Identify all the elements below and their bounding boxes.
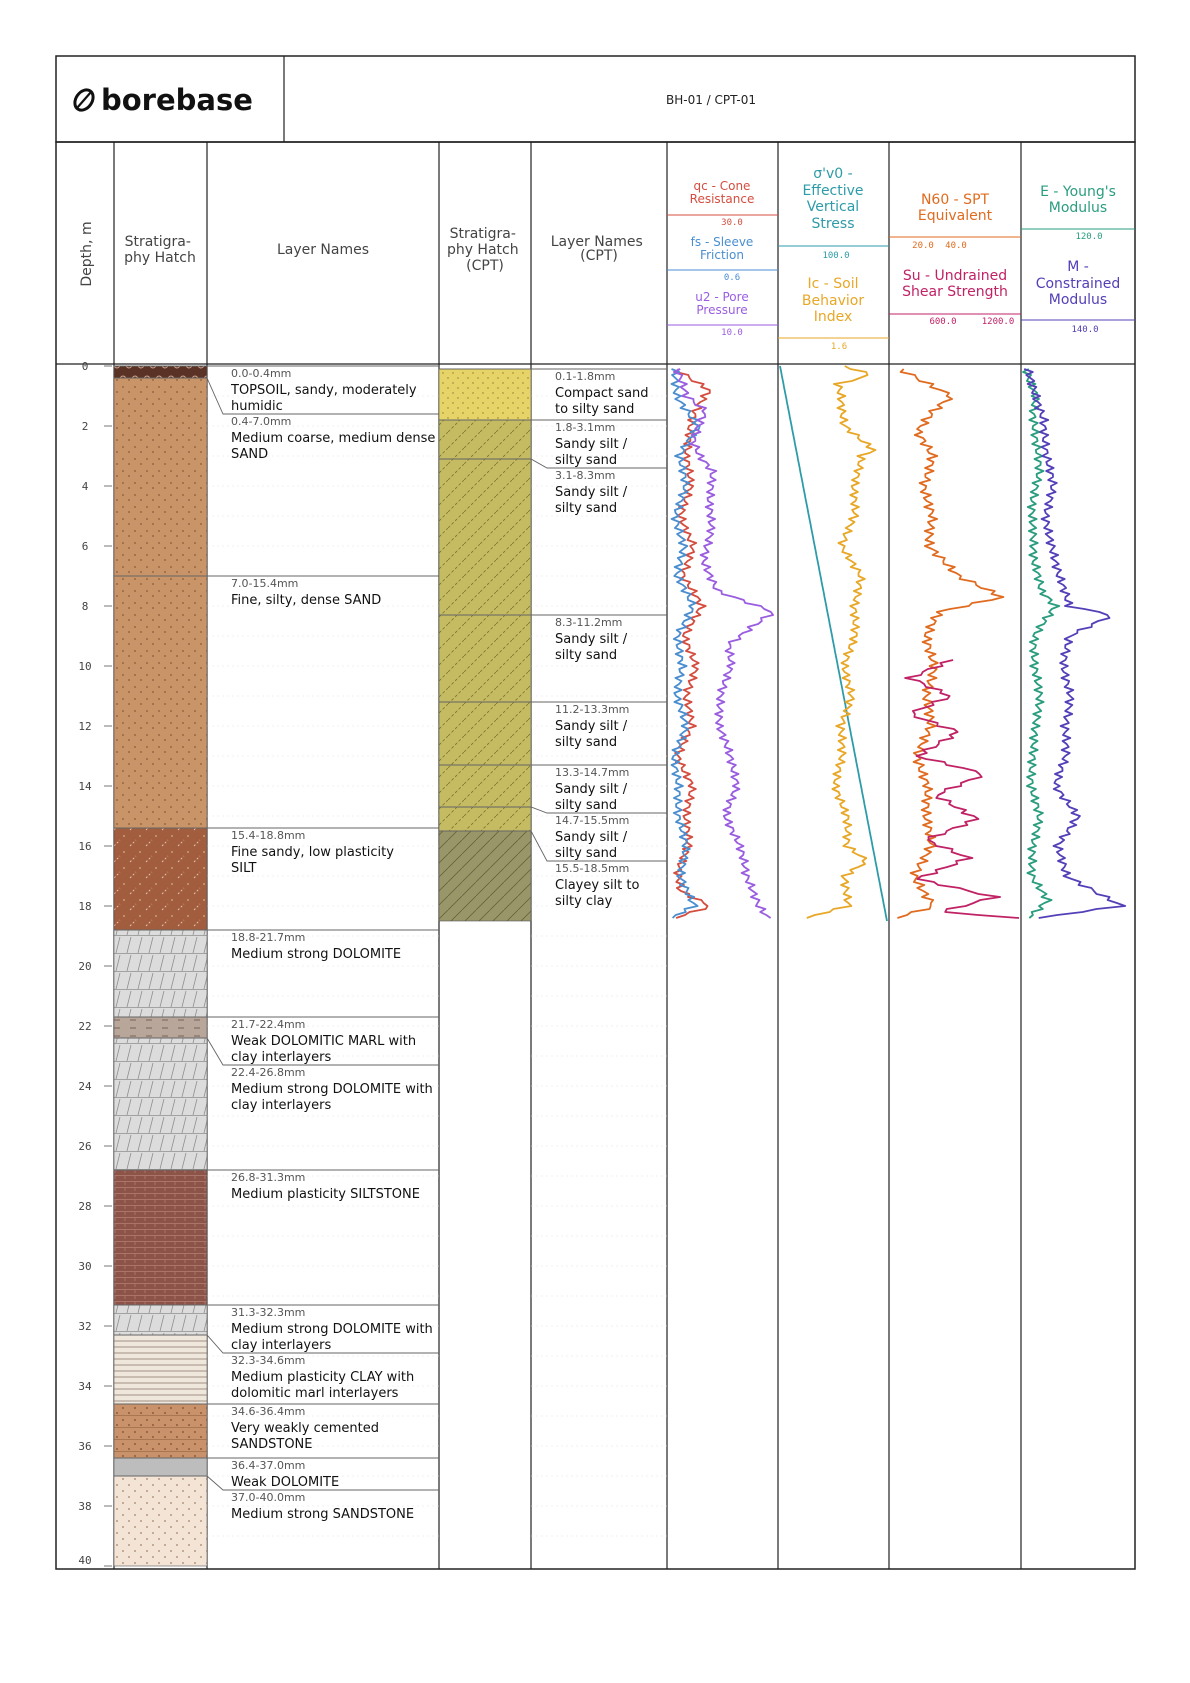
cpt-layer-label — [555, 421, 628, 468]
n60-axis-tick-1: 20.0 — [912, 241, 934, 251]
layer-range: 26.8-31.3mm — [231, 1171, 306, 1184]
layer-name: Medium strong DOLOMITE — [231, 947, 402, 962]
strat-hatch-cpt-title: Stratigra- phy Hatch (CPT) — [446, 226, 519, 274]
layer-name: Medium strong DOLOMITE with clay interlayers — [231, 1322, 433, 1353]
qc-legend-label: qc - Cone Resistance — [689, 179, 755, 206]
cpt-layer-name: Sandy silt / silty sand — [555, 632, 628, 663]
layer-label — [231, 1018, 416, 1065]
layer-range: 0.0-0.4mm — [231, 367, 292, 380]
depth-tick-label: 16 — [78, 840, 92, 853]
cpt-layer-range: 8.3-11.2mm — [555, 616, 623, 629]
cpt-layer-label — [555, 814, 629, 861]
layer-name: TOPSOIL, sandy, moderately humidic — [231, 383, 417, 414]
depth-axis — [78, 360, 112, 1567]
depth-tick-label: 10 — [78, 660, 92, 673]
hatch-layer — [114, 1017, 207, 1038]
qc-axis-tick: 30.0 — [721, 218, 743, 228]
cpt-layer-name: Sandy silt / silty sand — [555, 485, 628, 516]
layer-label — [230, 367, 417, 414]
depth-column-title: Depth, m — [79, 221, 95, 287]
layer-range: 15.4-18.8mm — [231, 829, 306, 842]
hatch-layer — [114, 930, 207, 1017]
curve-ic-series — [807, 366, 876, 918]
layer-label — [231, 1459, 339, 1490]
depth-tick-label: 24 — [78, 1080, 92, 1093]
layer-name: Very weakly cemented SANDSTONE — [231, 1421, 380, 1452]
depth-tick-label: 4 — [81, 480, 89, 493]
fs-axis-tick: 0.6 — [723, 273, 741, 283]
depth-tick-label: 32 — [78, 1320, 92, 1333]
layer-range: 7.0-15.4mm — [231, 577, 299, 590]
layer-range: 0.4-7.0mm — [231, 415, 292, 428]
cpt-hatch-layer — [439, 807, 531, 831]
hatch-layer — [114, 576, 207, 828]
depth-tick-label: 22 — [78, 1020, 92, 1033]
m-legend-label: M -Constrained Modulus — [1035, 259, 1121, 308]
cpt-layer-range: 1.8-3.1mm — [555, 421, 616, 434]
layer-name: Fine, silty, dense SAND — [231, 593, 382, 608]
hatch-layer — [114, 1305, 207, 1335]
cpt-hatch-layer — [439, 459, 531, 615]
su-legend-label: Su - Undrained Shear Strength — [902, 268, 1008, 300]
u2-legend-label: u2 - Pore Pressure — [695, 290, 749, 317]
layer-label — [231, 931, 401, 962]
curve-e-series — [1023, 369, 1059, 918]
depth-tick-label: 30 — [78, 1260, 92, 1273]
sigma-axis-tick: 100.0 — [822, 251, 850, 261]
depth-tick-label: 14 — [78, 780, 92, 793]
layer-label — [231, 415, 435, 462]
hatch-layer — [114, 378, 207, 576]
layer-label — [231, 577, 381, 608]
m-axis-tick: 140.0 — [1071, 325, 1099, 335]
cpt-layer-label — [555, 862, 639, 909]
cpt-hatch-layer — [439, 615, 531, 702]
cpt-layer-range: 0.1-1.8mm — [555, 370, 616, 383]
depth-tick-label: 0 — [81, 360, 89, 373]
layer-range: 22.4-26.8mm — [231, 1066, 306, 1079]
layer-label — [231, 1306, 433, 1353]
layer-range: 21.7-22.4mm — [231, 1018, 306, 1031]
hatch-layer — [114, 1170, 207, 1305]
cpt-hatch-layer — [439, 420, 531, 459]
cpt-layer-name: Sandy silt / silty sand — [555, 719, 628, 750]
depth-tick-label: 2 — [81, 420, 89, 433]
hatch-layer — [114, 1476, 207, 1566]
cpt-hatch-layer — [439, 765, 531, 807]
hatch-layer — [114, 1458, 207, 1476]
hatch-layer — [114, 1404, 207, 1458]
u2-axis-tick: 10.0 — [721, 328, 743, 338]
cpt-layer-name: Clayey silt to silty clay — [555, 878, 640, 909]
cpt-layer-label — [555, 766, 629, 813]
e-legend-label: E - Young's Modulus — [1040, 184, 1116, 216]
layer-range: 18.8-21.7mm — [231, 931, 306, 944]
stratigraphy-column — [114, 366, 207, 1566]
depth-tick-label: 18 — [78, 900, 92, 913]
depth-tick-label: 38 — [78, 1500, 92, 1513]
sigma-legend-label: σ'v0 -Effective Vertical Stress — [802, 166, 864, 232]
curve-m-series — [1024, 369, 1125, 918]
cpt-layer-name: Sandy silt / silty sand — [555, 830, 628, 861]
layer-label — [231, 829, 394, 876]
layer-name: Medium strong DOLOMITE with clay interlayers — [231, 1082, 433, 1113]
depth-tick-label: 40 — [78, 1554, 92, 1567]
layer-names-cpt-title: Layer Names (CPT) — [550, 234, 643, 264]
hatch-layer — [114, 366, 207, 378]
brand-name: borebase — [101, 83, 253, 117]
cpt-layer-label — [555, 370, 649, 417]
hatch-layer — [114, 1335, 207, 1404]
depth-tick-label: 34 — [78, 1380, 92, 1393]
layer-label — [231, 1354, 414, 1401]
cpt-layer-name: Compact sand to silty sand — [555, 386, 649, 417]
fs-legend-label: fs - Sleeve Friction — [690, 235, 754, 262]
su-axis-tick-1: 600.0 — [929, 317, 957, 327]
layer-range: 37.0-40.0mm — [231, 1491, 306, 1504]
hatch-layer — [114, 828, 207, 930]
cpt-hatch-layer — [439, 702, 531, 765]
cpt-layer-label — [555, 703, 629, 750]
depth-tick-label: 8 — [81, 600, 89, 613]
depth-tick-label: 12 — [78, 720, 92, 733]
cpt-layer-range: 13.3-14.7mm — [555, 766, 630, 779]
n60-axis-tick-2: 40.0 — [945, 241, 967, 251]
cpt-layer-range: 3.1-8.3mm — [555, 469, 616, 482]
strat-hatch-title: Stratigra- phy Hatch — [124, 234, 196, 266]
layer-label — [231, 1171, 420, 1202]
depth-tick-label: 26 — [78, 1140, 92, 1153]
layer-label — [231, 1066, 433, 1113]
layer-label — [231, 1405, 379, 1452]
layer-range: 36.4-37.0mm — [231, 1459, 306, 1472]
ic-legend-label: Ic - Soil Behavior Index — [801, 276, 865, 325]
layer-range: 32.3-34.6mm — [231, 1354, 306, 1367]
depth-tick-label: 20 — [78, 960, 92, 973]
layer-name: Weak DOLOMITE — [231, 1475, 340, 1490]
layer-range: 31.3-32.3mm — [231, 1306, 306, 1319]
layer-name: Fine sandy, low plasticity SILT — [231, 845, 394, 876]
cpt-hatch-layer — [439, 831, 531, 921]
layer-name: Medium plasticity CLAY with dolomitic marl interlayers — [231, 1370, 415, 1401]
cpt-stratigraphy-column — [439, 369, 531, 921]
cpt-layer-name: Sandy silt / silty sand — [555, 437, 628, 468]
n60-legend-label: N60 - SPT Equivalent — [917, 192, 993, 224]
su-axis-tick-2: 1200.0 — [981, 317, 1015, 327]
cpt-layer-name: Sandy silt / silty sand — [555, 782, 628, 813]
layer-name: Weak DOLOMITIC MARL with clay interlayers — [231, 1034, 417, 1065]
layer-label — [231, 1491, 414, 1522]
curve-n60-series — [897, 369, 1003, 918]
depth-tick-label: 36 — [78, 1440, 92, 1453]
cpt-hatch-layer — [439, 369, 531, 420]
ic-axis-tick: 1.6 — [830, 342, 848, 352]
layer-range: 34.6-36.4mm — [231, 1405, 306, 1418]
layer-name: Medium plasticity SILTSTONE — [231, 1187, 420, 1202]
layer-names-title: Layer Names — [276, 242, 370, 258]
cpt-layer-range: 15.5-18.5mm — [555, 862, 630, 875]
hatch-layer — [114, 1038, 207, 1170]
cpt-layer-label — [555, 469, 628, 516]
borehole-id: BH-01 / CPT-01 — [666, 93, 756, 107]
cpt-layer-range: 14.7-15.5mm — [555, 814, 630, 827]
cpt-layer-label — [555, 616, 628, 663]
depth-tick-label: 28 — [78, 1200, 92, 1213]
cpt-curves — [672, 366, 1126, 921]
cpt-layer-range: 11.2-13.3mm — [555, 703, 630, 716]
depth-tick-label: 6 — [81, 540, 89, 553]
e-axis-tick: 120.0 — [1075, 232, 1103, 242]
layer-name: Medium strong SANDSTONE — [231, 1507, 415, 1522]
layer-name: Medium coarse, medium dense SAND — [231, 431, 436, 462]
